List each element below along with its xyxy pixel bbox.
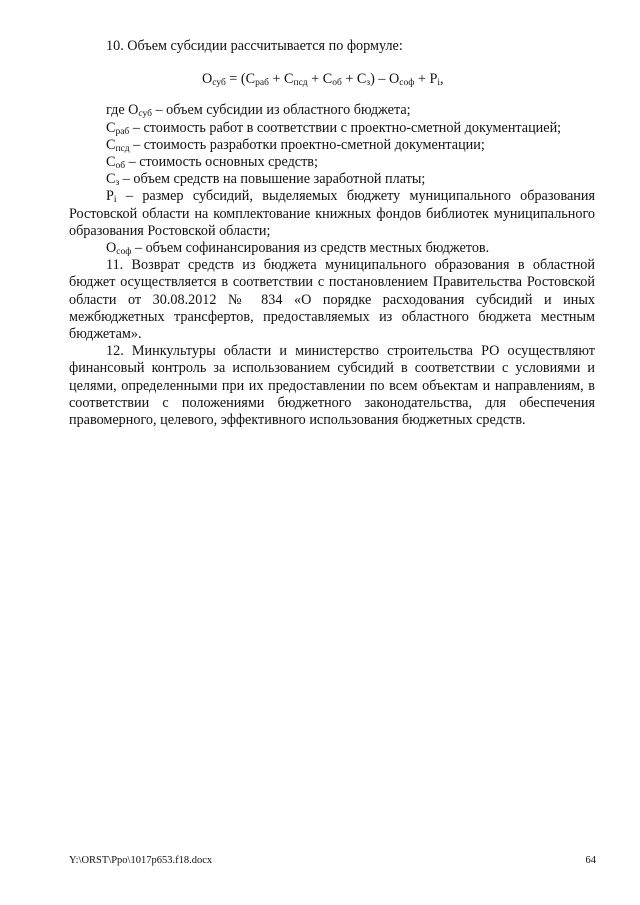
legend-c-z-symbol: С (106, 171, 116, 188)
footer-file-path: Y:\ORST\Ppo\1017p653.f18.docx (69, 855, 213, 866)
formula-c1-sub: раб (255, 78, 269, 89)
formula-eq-open: = (С (225, 71, 256, 88)
legend-c-z-text: – объем средств на повышение заработной платы; (119, 171, 426, 188)
subsidy-formula (69, 71, 595, 88)
formula-plus3: + С (341, 71, 367, 88)
legend-p-i-text: – размер субсидий, выделяемых бюджету муниципального образования Ростовской области на комплектование книжных фондов библиотек муниципального образования Ростовской области; (69, 188, 595, 239)
footer-page-number: 64 (585, 855, 596, 866)
legend-c-psd-text: – стоимость разработки проектно-сметной документации; (129, 136, 485, 153)
formula-plus2: + С (307, 71, 333, 88)
formula-end: , (440, 71, 444, 88)
legend-p-i-symbol: Р (106, 188, 114, 205)
legend-p-i-index: i (113, 195, 117, 206)
section-11-paragraph: 11. Возврат средств из бюджета муниципального образования в областной бюджет осуществляется в соответствии с постановлением Правительства Ростовской области от 30.08.2012 № 834 «О порядке расходования субсидий и иных межбюджетных трансфертов, предоставляемых из областного бюджета местным бюджетам». (69, 257, 595, 343)
legend-c-z (69, 171, 595, 188)
formula-c4-sub: з (366, 78, 371, 89)
legend-o-sof (69, 240, 595, 257)
formula-p-sub: i (437, 78, 441, 89)
legend-o-sof-text: – объем софинансирования из средств местных бюджетов. (131, 240, 490, 257)
section-10-intro: 10. Объем субсидии рассчитывается по формуле: (106, 38, 403, 54)
legend-c-z-index: з (115, 178, 120, 189)
formula-o: О (202, 71, 213, 88)
legend-o-sub (69, 102, 595, 119)
legend-p-i (69, 188, 595, 240)
legend-c-ob (69, 154, 595, 171)
legend-o-sof-index: соф (116, 247, 132, 258)
legend-c-rab-symbol: С (106, 119, 116, 136)
legend-c-psd-symbol: С (106, 136, 116, 153)
formula-plus1: + С (268, 71, 294, 88)
formula-close-minus: ) – О (370, 71, 400, 88)
legend-c-ob-text: – стоимость основных средств; (125, 154, 318, 171)
legend-c-ob-symbol: С (106, 154, 116, 171)
formula-c3-sub: об (332, 78, 342, 89)
legend-c-ob-index: об (115, 161, 126, 172)
formula-o-sub: суб (212, 78, 226, 89)
formula-o2-sub: соф (399, 78, 415, 89)
legend-c-psd-index: псд (115, 143, 130, 154)
document-body (69, 38, 595, 429)
legend-o-sub-text: – объем субсидии из областного бюджета; (151, 102, 411, 119)
formula-c2-sub: псд (293, 78, 308, 89)
legend-o-sub-symbol: где О (106, 102, 139, 119)
legend-c-rab-text: – стоимость работ в соответствии с проектно-сметной документацией; (129, 119, 562, 136)
legend-c-rab (69, 120, 595, 137)
section-12-paragraph: 12. Минкультуры области и министерство строительства РО осуществляют финансовый контроль за использованием субсидий в соответствии с условиями и целями, определенными при их предоставлении по всем объектам и направлениям, в соответствии с положениями бюджетного законодательства, для обеспечения правомерного, целевого, эффективного использования бюджетных средств. (69, 343, 595, 429)
legend-o-sub-index: суб (138, 109, 152, 120)
legend-c-psd (69, 137, 595, 154)
legend-c-rab-index: раб (115, 126, 130, 137)
formula-tail: + Р (414, 71, 438, 88)
legend-o-sof-symbol: О (106, 240, 117, 257)
